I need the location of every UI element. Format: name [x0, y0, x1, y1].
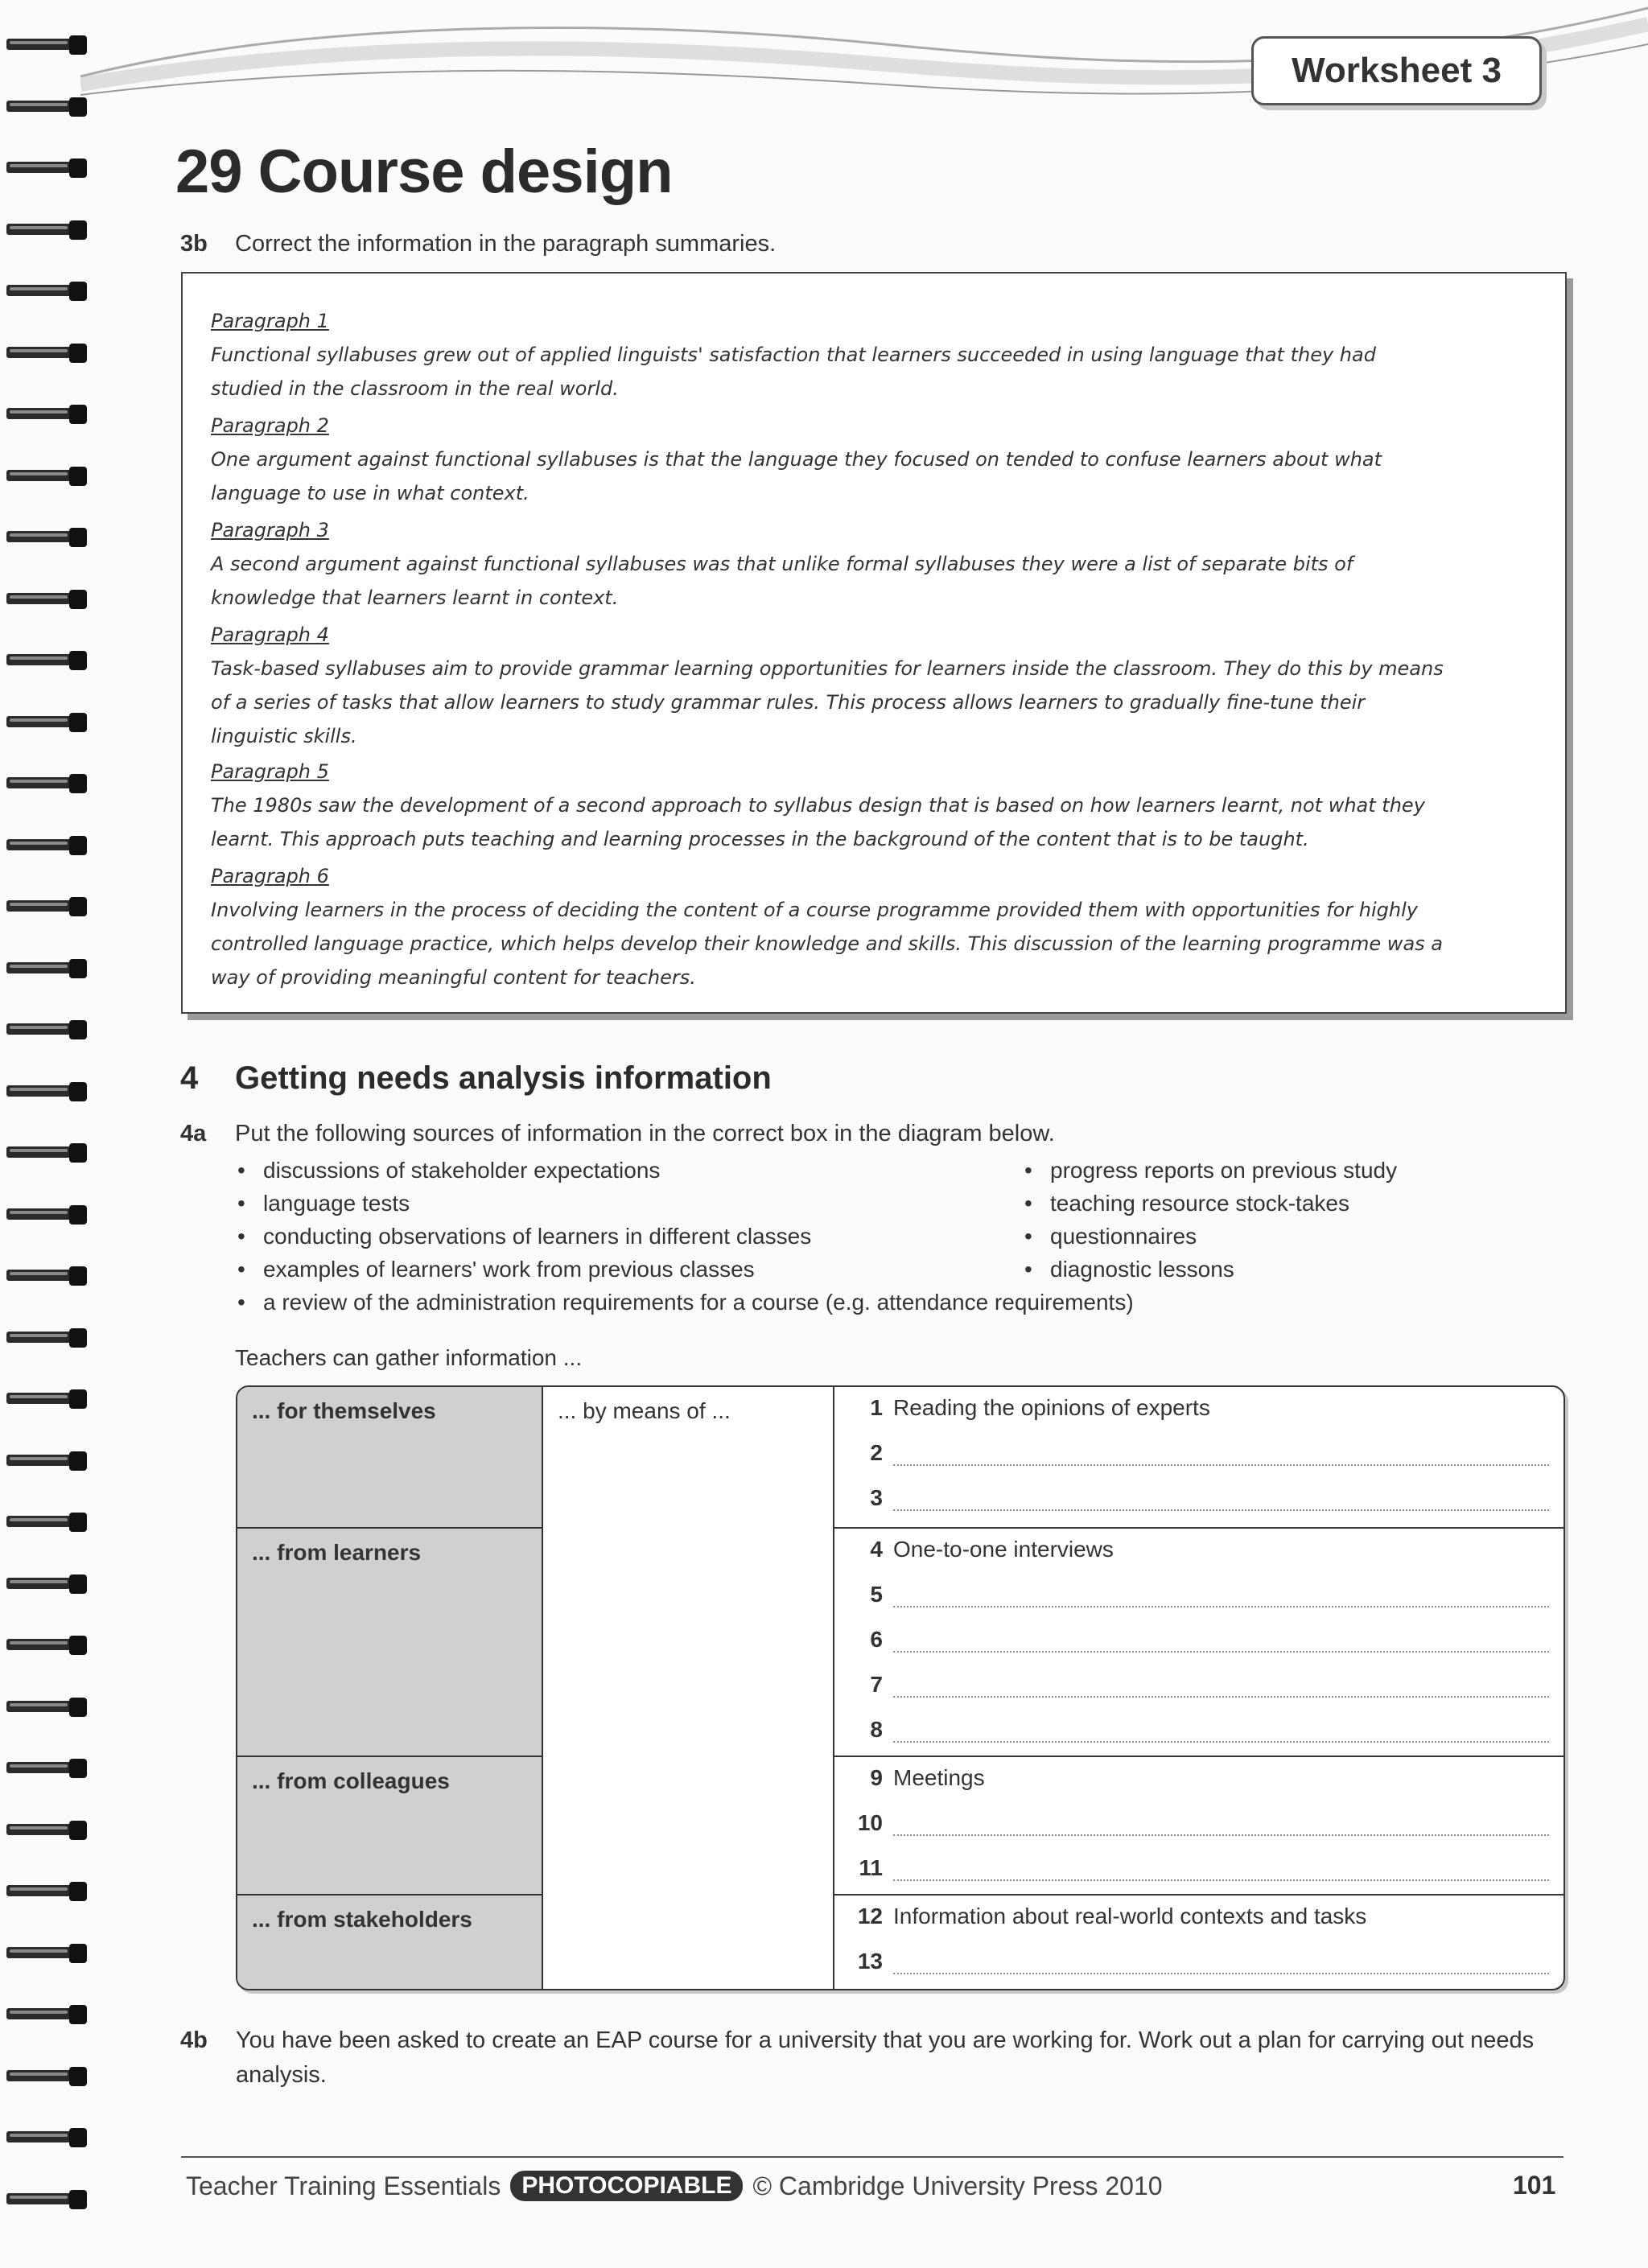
summary-line: Task-based syllabuses aim to provide grammar learning opportunities for learners inside the classroom. They do this by means [211, 657, 1444, 680]
summary-line: One argument against functional syllabuses is that the language they focused on tended to confuse learners about what [211, 448, 1382, 471]
summary-line: knowledge that learners learnt in context. [211, 587, 619, 609]
summary-line: The 1980s saw the development of a second approach to syllabus design that is based on how learners learnt, not what they [211, 794, 1425, 817]
item-text: One-to-one interviews [893, 1537, 1114, 1562]
spiral-coil [6, 1694, 91, 1722]
answer-line[interactable] [893, 1464, 1549, 1466]
summary-line: language to use in what context. [211, 482, 529, 504]
paragraph-summary [211, 859, 1533, 994]
unit-title: Course design [258, 138, 673, 206]
paragraph-summary [211, 618, 1533, 753]
answer-row [834, 1757, 1564, 1802]
answer-line[interactable] [893, 1834, 1549, 1836]
paragraph-summary [211, 513, 1533, 615]
answer-row [834, 1529, 1564, 1574]
spiral-coil [6, 1879, 91, 1906]
instruction-3b [180, 231, 776, 257]
spiral-coil [6, 1817, 91, 1845]
sources-list-left [235, 1154, 1134, 1319]
spiral-coil [6, 1632, 91, 1660]
summary-line: controlled language practice, which helps develop their knowledge and skills. This discussion of the learning programme was a [211, 932, 1443, 955]
spiral-coil [6, 217, 91, 245]
item-number: 7 [870, 1672, 883, 1697]
instruction-4a [180, 1121, 1055, 1147]
book-title: Teacher Training Essentials [186, 2171, 501, 2200]
spiral-coil [6, 1017, 91, 1044]
answer-row[interactable] [834, 1709, 1564, 1754]
summary-line: way of providing meaningful content for teachers. [211, 966, 696, 989]
summary-line: Involving learners in the process of deciding the content of a course programme provided them with opportunities for highly [211, 899, 1418, 921]
summary-line: of a series of tasks that allow learners to study grammar rules. This process allows learners to gradually fine-tune their [211, 691, 1366, 714]
footer-rule [181, 2156, 1564, 2158]
group-from-colleagues [834, 1757, 1564, 1895]
spiral-coil [6, 1202, 91, 1229]
spiral-coil [6, 463, 91, 491]
means-label: ... by means of ... [558, 1398, 731, 1423]
spiral-coil [6, 2002, 91, 2029]
summary-line: linguistic skills. [211, 725, 357, 747]
spiral-coil [6, 648, 91, 675]
paragraph-summary [211, 304, 1533, 405]
answer-row[interactable] [834, 1477, 1564, 1522]
page-number: 101 [1513, 2171, 1556, 2200]
answer-row[interactable] [834, 1664, 1564, 1709]
summary-line: A second argument against functional syllabuses was that unlike formal syllabuses they were a list of separate bits of [211, 553, 1353, 575]
exercise-text: You have been asked to create an EAP course for a university that you are working for. Work out a plan for carrying out needs analysis. [236, 2027, 1535, 2088]
exercise-number: 3b [180, 231, 208, 257]
paragraph-heading: Paragraph 4 [211, 624, 329, 646]
item-number: 8 [870, 1717, 883, 1742]
summary-line: studied in the classroom in the real world. [211, 377, 619, 400]
unit-number: 29 [175, 138, 242, 206]
category-from-learners: ... from learners [237, 1529, 542, 1757]
instruction-text: Put the following sources of information in the correct box in the diagram below. [235, 1121, 1055, 1146]
source-item: • progress reports on previous study [1022, 1154, 1397, 1187]
answer-line[interactable] [893, 1973, 1549, 1974]
answer-row[interactable] [834, 1574, 1564, 1619]
item-number: 13 [857, 1949, 883, 1974]
answer-line[interactable] [893, 1509, 1549, 1511]
item-number: 3 [870, 1485, 883, 1510]
spiral-coil [6, 2064, 91, 2091]
answer-line[interactable] [893, 1606, 1549, 1607]
group-for-themselves [834, 1387, 1564, 1529]
exercise-number: 4a [180, 1121, 207, 1146]
spiral-coil [6, 587, 91, 614]
source-item: • examples of learners' work from previous classes [235, 1253, 1134, 1286]
item-text: Meetings [893, 1765, 985, 1790]
spiral-coil [6, 1571, 91, 1599]
spiral-coil [6, 1140, 91, 1167]
spiral-coil [6, 894, 91, 921]
paragraph-heading: Paragraph 1 [211, 310, 329, 332]
answer-line[interactable] [893, 1879, 1549, 1881]
source-item: • a review of the administration requirements for a course (e.g. attendance requirements) [235, 1286, 1134, 1319]
item-text: Reading the opinions of experts [893, 1395, 1210, 1420]
photocopiable-badge: PHOTOCOPIABLE [510, 2171, 743, 2201]
spiral-coil [6, 32, 91, 60]
spiral-coil [6, 956, 91, 983]
answer-line[interactable] [893, 1651, 1549, 1653]
paragraph-summaries-box [181, 272, 1567, 1014]
answer-row[interactable] [834, 1432, 1564, 1477]
spiral-coil [6, 1941, 91, 1968]
spiral-coil [6, 1325, 91, 1352]
diagram-lead-in: Teachers can gather information ... [235, 1345, 583, 1370]
source-item: • language tests [235, 1187, 1134, 1220]
item-number: 9 [870, 1765, 883, 1790]
footer [186, 2171, 1163, 2201]
category-from-colleagues: ... from colleagues [237, 1757, 542, 1895]
answer-line[interactable] [893, 1741, 1549, 1743]
spiral-binding [0, 32, 97, 2253]
item-number: 11 [859, 1855, 883, 1880]
paragraph-heading: Paragraph 6 [211, 865, 329, 887]
worksheet-tab: Worksheet 3 [1251, 36, 1542, 105]
paragraph-summary [211, 409, 1533, 510]
summary-line: learnt. This approach puts teaching and learning processes in the background of the content that is to be taught. [211, 828, 1309, 850]
paragraph-heading: Paragraph 2 [211, 414, 329, 437]
source-item: • teaching resource stock-takes [1022, 1187, 1397, 1220]
answer-line[interactable] [893, 1696, 1549, 1698]
paragraph-heading: Paragraph 5 [211, 760, 329, 783]
spiral-coil [6, 401, 91, 429]
sources-list-right [1022, 1154, 1397, 1286]
section-number: 4 [180, 1060, 199, 1096]
spiral-coil [6, 1263, 91, 1290]
item-number: 5 [870, 1582, 883, 1607]
spiral-coil [6, 155, 91, 183]
paragraph-heading: Paragraph 3 [211, 519, 329, 541]
summary-line: Functional syllabuses grew out of applied linguists' satisfaction that learners succeeded in using language that they had [211, 344, 1376, 366]
spiral-coil [6, 2187, 91, 2214]
source-item: • diagnostic lessons [1022, 1253, 1397, 1286]
source-item: • discussions of stakeholder expectations [235, 1154, 1134, 1187]
spiral-coil [6, 1756, 91, 1783]
page-title [175, 137, 673, 207]
group-from-learners [834, 1529, 1564, 1757]
category-for-themselves: ... for themselves [237, 1387, 542, 1529]
answer-row[interactable] [834, 1941, 1564, 1986]
answer-row [834, 1895, 1564, 1941]
answer-row[interactable] [834, 1847, 1564, 1892]
copyright: © Cambridge University Press 2010 [752, 2171, 1163, 2200]
instruction-text: Correct the information in the paragraph summaries. [235, 231, 777, 257]
spiral-coil [6, 1386, 91, 1414]
spiral-coil [6, 1448, 91, 1476]
spiral-coil [6, 833, 91, 860]
answer-row[interactable] [834, 1802, 1564, 1847]
section-4-heading [180, 1060, 772, 1097]
spiral-coil [6, 340, 91, 368]
item-number: 10 [857, 1810, 883, 1835]
item-number: 2 [870, 1440, 883, 1465]
item-number: 1 [870, 1395, 883, 1420]
section-title: Getting needs analysis information [235, 1060, 772, 1096]
category-column [237, 1387, 543, 1989]
spiral-coil [6, 525, 91, 552]
spiral-coil [6, 1509, 91, 1537]
needs-analysis-diagram [236, 1385, 1565, 1990]
category-from-stakeholders: ... from stakeholders [237, 1895, 542, 1989]
spiral-coil [6, 1079, 91, 1106]
exercise-number: 4b [180, 2027, 208, 2053]
means-column [543, 1387, 834, 1989]
spiral-coil [6, 771, 91, 798]
exercise-4b [180, 2023, 1572, 2093]
paragraph-summary [211, 755, 1533, 856]
answer-row [834, 1387, 1564, 1432]
spiral-coil [6, 710, 91, 737]
item-number: 6 [870, 1627, 883, 1652]
source-item: • questionnaires [1022, 1220, 1397, 1253]
item-number: 12 [857, 1904, 883, 1928]
spiral-coil [6, 2125, 91, 2152]
answer-row[interactable] [834, 1619, 1564, 1664]
spiral-coil [6, 278, 91, 306]
spiral-coil [6, 94, 91, 121]
group-from-stakeholders [834, 1895, 1564, 1989]
answers-column [834, 1387, 1564, 1989]
item-number: 4 [870, 1537, 883, 1562]
item-text: Information about real-world contexts and tasks [893, 1904, 1367, 1928]
source-item: • conducting observations of learners in different classes [235, 1220, 1134, 1253]
